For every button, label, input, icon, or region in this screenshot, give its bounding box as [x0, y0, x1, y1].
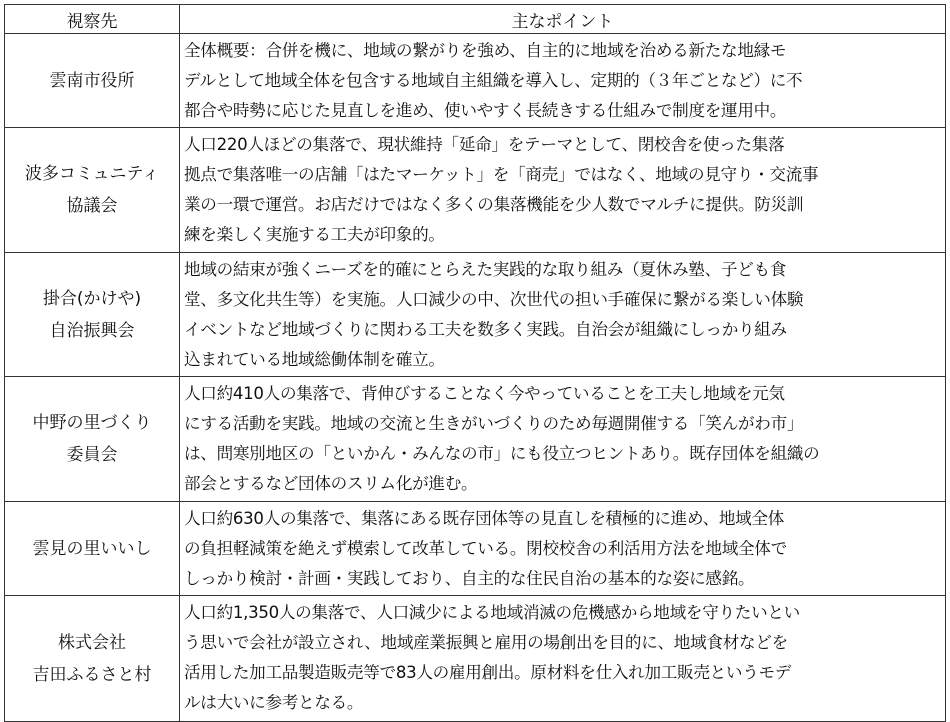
site-name-line: 吉田ふるさと村 [32, 664, 152, 685]
point-line: 人口220人ほどの集落で、現状維持「延命」をテーマとして、閉校舎を使った集落 [184, 135, 785, 154]
point-cell [180, 377, 946, 502]
site-name-line: 雲南市役所 [49, 70, 135, 91]
point-line: デルとして地域全体を包含する地域自主組織を導入し、定期的（３年ごとなど）に不 [184, 71, 803, 90]
site-name-line: 中野の里づくり [32, 413, 152, 433]
table-row [5, 502, 946, 596]
point-cell [180, 34, 946, 128]
point-line: 地域の結束が強くニーズを的確にとらえた実践的な取り組み（夏休み塾、子ども食 [184, 260, 787, 279]
site-name-line: 掛合(かけや) [42, 288, 142, 309]
header-points: 主なポイント [180, 5, 946, 34]
header-site: 視察先 [5, 5, 180, 34]
point-line: 込まれている地域総働体制を確立。 [184, 350, 445, 369]
site-name-line: 委員会 [66, 445, 118, 465]
point-line: 業の一環で運営。お店だけではなく多くの集落機能を少人数でマルチに提供。防災訓 [184, 195, 804, 214]
table-row [5, 377, 946, 502]
site-name-line: 協議会 [66, 196, 118, 216]
point-cell [180, 128, 946, 253]
point-cell [180, 502, 946, 596]
inspection-table [4, 4, 946, 722]
point-line: イベントなど地域づくりに関わる工夫を数多く実践。自治会が組織にしっかり組み [184, 320, 787, 339]
point-line: にする活動を実践。地域の交流と生きがいづくりのため毎週開催する「笑んがわ市」 [184, 414, 804, 433]
point-line: ルは大いに参考となる。 [184, 693, 364, 712]
point-line: 全体概要：合併を機に、地域の繋がりを強め、自主的に地域を治める新たな地縁モ [184, 41, 787, 60]
inspection-table-wrapper [4, 4, 946, 722]
table-row [5, 253, 946, 377]
table-row [5, 128, 946, 253]
point-line: 拠点で集落唯一の店舗「はたマーケット」を「商売」ではなく、地域の見守り・交流事 [184, 165, 819, 184]
point-line: は、問寒別地区の「といかん・みんなの市」にも役立つヒントあり。既存団体を組織の [184, 444, 820, 463]
site-name-cell [5, 34, 180, 128]
site-name-line: 株式会社 [58, 632, 126, 653]
point-line: 活用した加工品製造販売等で83人の雇用創出。原材料を仕入れ加工販売というモデ [184, 663, 792, 682]
site-name-line: 雲見の里いいし [32, 538, 152, 559]
point-line: う思いで会社が設立され、地域産業振興と雇用の場創出を目的に、地域食材などを [184, 633, 788, 652]
point-line: 人口約1,350人の集落で、人口減少による地域消滅の危機感から地域を守りたいとい [184, 603, 800, 622]
point-line: 都合や時勢に応じた見直しを進め、使いやすく長続きする仕組みで制度を運用中。 [184, 101, 787, 120]
table-row [5, 596, 946, 722]
site-name-line: 波多コミュニティ [24, 164, 160, 184]
point-cell [180, 253, 946, 377]
point-line: しっかり検討・計画・実践しており、自主的な住民自治の基本的な姿に感銘。 [184, 569, 755, 588]
table-row [5, 34, 946, 128]
site-name-cell [5, 128, 180, 253]
point-line: 練を楽しく実施する工夫が印象的。 [184, 225, 445, 244]
site-name-cell [5, 253, 180, 377]
point-line: 部会とするなど団体のスリム化が進む。 [184, 474, 478, 493]
site-name-cell [5, 596, 180, 722]
point-line: 人口約410人の集落で、背伸びすることなく今やっていることを工夫し地域を元気 [184, 384, 785, 403]
point-cell [180, 596, 946, 722]
site-name-line: 自治振興会 [49, 320, 135, 341]
point-line: 人口約630人の集落で、集落にある既存団体等の見直しを積極的に進め、地域全体 [184, 509, 785, 528]
site-name-cell [5, 502, 180, 596]
point-line: の負担軽減策を絶えず模索して改革している。閉校校舎の利活用方法を地域全体で [184, 539, 787, 558]
point-line: 堂、多文化共生等）を実施。人口減少の中、次世代の担い手確保に繋がる楽しい体験 [184, 290, 804, 309]
table-header-row [5, 5, 946, 34]
site-name-cell [5, 377, 180, 502]
